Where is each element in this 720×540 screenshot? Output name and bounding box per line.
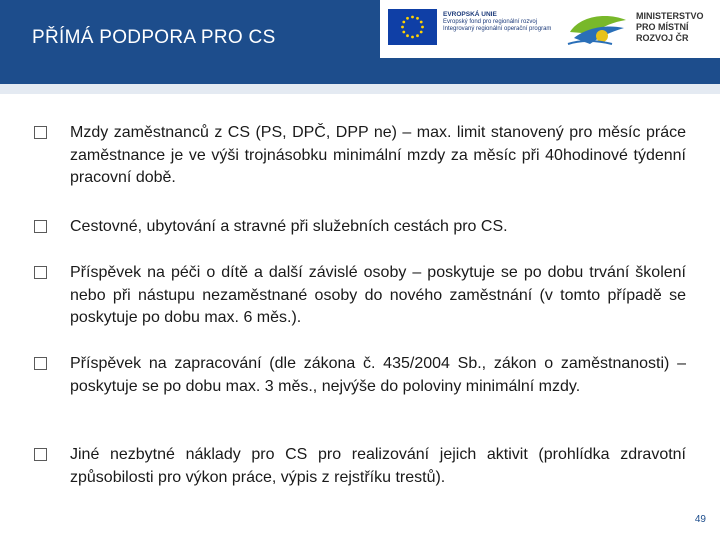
eu-flag-icon (388, 9, 437, 45)
bullet-text: Cestovné, ubytování a stravné při služebních cestách pro CS. (70, 218, 508, 235)
eu-logo-line: Integrovaný regionální operační program (443, 26, 552, 32)
ministry-logo-line: MINISTERSTVO (636, 11, 704, 21)
checkbox-bullet-icon (34, 126, 47, 139)
bullet-list (34, 122, 686, 486)
bullet-item (34, 353, 686, 398)
bullet-item (34, 262, 686, 330)
ministry-logo-line: PRO MÍSTNÍ (636, 22, 689, 32)
bullet-item (34, 122, 686, 190)
ministry-logo-text (636, 11, 704, 44)
bullet-text: Příspěvek na péči o dítě a další závislé osoby – poskytuje se po dobu trvání školení nebo při nástupu nezaměstnané osoby do nového zaměstnání (v tomto případě se poskytuje po dobu max. 6 měs.). (70, 264, 686, 326)
slide-title: PŘÍMÁ PODPORA PRO CS (32, 27, 276, 48)
page-number: 49 (694, 514, 706, 525)
eu-logo-line: Evropský fond pro regionální rozvoj (443, 18, 538, 25)
bullet-item (34, 444, 686, 489)
checkbox-bullet-icon (34, 220, 47, 233)
ministry-logo-line: ROZVOJ ČR (636, 33, 689, 43)
bullet-item (34, 216, 686, 239)
bullet-text: Jiné nezbytné náklady pro CS pro realizování jejich aktivit (prohlídka zdravotní způsobilosti pro výkon práce, výpis z rejstříku trestů). (70, 446, 686, 486)
mmr-emblem-icon (566, 10, 630, 48)
checkbox-bullet-icon (34, 357, 47, 370)
checkbox-bullet-icon (34, 448, 47, 461)
checkbox-bullet-icon (34, 266, 47, 279)
bullet-text: Mzdy zaměstnanců z CS (PS, DPČ, DPP ne) – max. limit stanovený pro měsíc práce zaměstnance je ve výši trojnásobku minimální mzdy za měsíc při 40hodinové týdenní pracovní době. (70, 124, 686, 186)
eu-logo-text (443, 11, 571, 34)
bullet-text: Příspěvek na zapracování (dle zákona č. 435/2004 Sb., zákon o zaměstnanosti) – poskytuje se po dobu max. 3 měs., nejvýše do poloviny minimální mzdy. (70, 355, 686, 395)
eu-logo-line: EVROPSKÁ UNIE (443, 11, 497, 18)
header-divider (0, 84, 720, 94)
